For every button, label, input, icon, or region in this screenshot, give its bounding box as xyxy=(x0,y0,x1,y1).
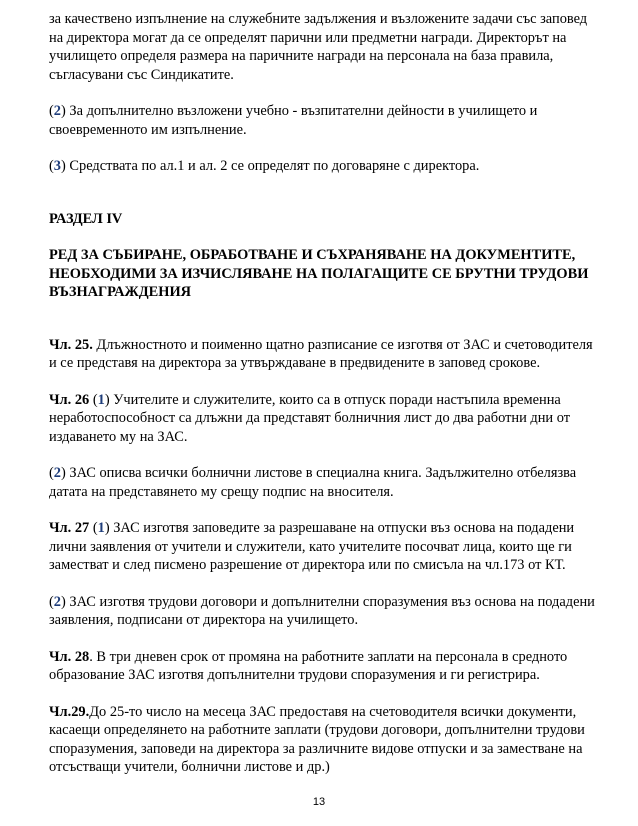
article-text: . В три дневен срок от промяна на работните заплати на персонала в средното образование ЗАС изготвя допълнителни трудови споразумения и ги регистрира. xyxy=(49,648,568,683)
paragraph-text: За допълнително възложени учебно - възпитателни дейности в училището и своевременното им изпълнение. xyxy=(49,103,538,138)
article-text: ЗАС изготвя трудови договори и допълнителни споразумения въз основа на подадени заявления, подписани от директора на училището. xyxy=(49,593,595,628)
article-label: Чл. 28 xyxy=(49,648,90,665)
paragraph-number: 2 xyxy=(53,593,61,610)
article-27: Чл. 27 (1) ЗАС изготвя заповедите за разрешаване на отпуски въз основа на подадени лични заявления от учители и служители, като учителите посочват лица, които ще ги заместват и след писмено разрешение от директора или по смисъла на чл.173 от КТ. xyxy=(49,520,575,573)
article-28 xyxy=(49,648,597,685)
page-number: 13 xyxy=(312,796,326,808)
paragraph-2: (2) За допълнително възложени учебно - възпитателни дейности в училището и своевременното им изпълнение. xyxy=(49,103,538,138)
section-title: РАЗДЕЛ IV xyxy=(49,210,123,227)
article-label: Чл. 25. xyxy=(49,336,93,353)
paragraph-number: 2 xyxy=(53,103,61,119)
article-29 xyxy=(49,703,597,777)
article-27-paragraph-2: (2) ЗАС изготвя трудови договори и допълнителни споразумения въз основа на подадени заявления, подписани от директора на училището. xyxy=(49,593,595,628)
article-label: Чл. 26 xyxy=(49,391,90,408)
paragraph-awards: за качествено изпълнение на служебните задължения и възложените задачи със заповед на директора могат да се определят парични или предметни награди. Директорът на училището определя размера на паричните награди на персонала на база правила, съгласувани със Синдикатите. xyxy=(49,11,588,83)
article-text: До 25-то число на месеца ЗАС предоставя на счетоводителя всички документи, касаещи определянето на работните заплати (трудови договори, допълнителни трудови споразумения, заповеди на директора за различните видове отпуски и за заместване на отсъстващи учители, болнични листове и др.) xyxy=(49,703,585,775)
article-text: ЗАС описва всички болнични листове в специална книга. Задължително отбелязва датата на представянето му срещу подпис на вносителя. xyxy=(49,465,577,500)
document-page xyxy=(49,10,597,777)
section-subtitle: РЕД ЗА СЪБИРАНЕ, ОБРАБОТВАНЕ И СЪХРАНЯВАНЕ НА ДОКУМЕНТИТЕ, НЕОБХОДИМИ ЗА ИЗЧИСЛЯВАНЕ НА ПОЛАГАЩИТЕ СЕ БРУТНИ ТРУДОВИ ВЪЗНАГРАЖДЕНИЯ xyxy=(49,247,589,300)
article-26: Чл. 26 (1) Учителите и служителите, които са в отпуск поради настъпила временна неработоспособност са длъжни да представят болничния лист до два работни дни от издаването му на ЗАС. xyxy=(49,391,570,445)
paragraph-number: 1 xyxy=(97,391,105,408)
paragraph-number: 3 xyxy=(53,158,61,174)
article-25 xyxy=(49,336,597,373)
article-text: Учителите и служителите, които са в отпуск поради настъпила временна неработоспособност са длъжни да представят болничния лист до два работни дни от издаването му на ЗАС. xyxy=(49,391,570,445)
article-label: Чл.29. xyxy=(49,703,90,720)
article-26-paragraph-2: (2) ЗАС описва всички болнични листове в специална книга. Задължително отбелязва датата на представянето му срещу подпис на вносителя. xyxy=(49,465,577,500)
paragraph-3: (3) Средствата по ал.1 и ал. 2 се определят по договаряне с директора. xyxy=(49,158,480,174)
article-text: Длъжностното и поименно щатно разписание се изготвя от ЗАС и счетоводителя и се представя на директора за утвърждаване в предвидените в заповед срокове. xyxy=(49,336,593,371)
paragraph-number: 2 xyxy=(53,465,61,481)
paragraph-text: Средствата по ал.1 и ал. 2 се определят по договаряне с директора. xyxy=(65,158,480,174)
paragraph-number: 1 xyxy=(97,520,105,536)
article-label: Чл. 27 xyxy=(49,520,90,536)
article-text: ЗАС изготвя заповедите за разрешаване на отпуски въз основа на подадени лични заявления от учители и служители, като учителите посочват лица, които ще ги заместват и след писмено разрешение от директора или по смисъла на чл.173 от КТ. xyxy=(49,520,575,573)
